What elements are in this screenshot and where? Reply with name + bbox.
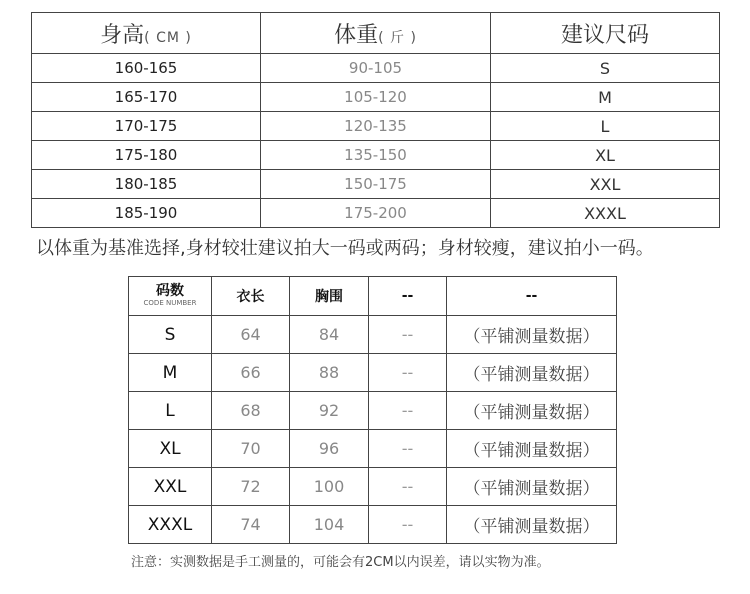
col5-cell: （平铺测量数据）: [447, 430, 617, 468]
table-row: [32, 112, 720, 141]
length-cell: 66: [212, 354, 290, 392]
size-cell: XL: [129, 430, 212, 468]
height-weight-size-table: [31, 12, 720, 228]
weight-cell: 90-105: [261, 54, 491, 83]
weight-unit: ( 斤 ): [378, 29, 417, 46]
col5-cell: （平铺测量数据）: [447, 316, 617, 354]
table-header-row: [129, 277, 617, 316]
chest-cell: 88: [290, 354, 369, 392]
table-row: [32, 54, 720, 83]
chest-cell: 84: [290, 316, 369, 354]
col4-cell: --: [369, 506, 447, 544]
chest-cell: 96: [290, 430, 369, 468]
chest-cell: 104: [290, 506, 369, 544]
table-row: [129, 506, 617, 544]
weight-cell: 150-175: [261, 170, 491, 199]
code-header: [129, 277, 212, 316]
col5-header: --: [447, 277, 617, 316]
code-header-sublabel: CODE NUMBER: [143, 299, 197, 307]
size-cell: M: [129, 354, 212, 392]
col4-cell: --: [369, 430, 447, 468]
table-row: [129, 316, 617, 354]
col5-cell: （平铺测量数据）: [447, 506, 617, 544]
col5-cell: （平铺测量数据）: [447, 392, 617, 430]
height-cell: 180-185: [32, 170, 261, 199]
col4-header: --: [369, 277, 447, 316]
table-row: [32, 83, 720, 112]
size-cell: S: [491, 54, 720, 83]
table-row: [32, 199, 720, 228]
table-row: [129, 430, 617, 468]
col4-cell: --: [369, 392, 447, 430]
chest-header: 胸围: [290, 277, 369, 316]
height-cell: 185-190: [32, 199, 261, 228]
col5-cell: （平铺测量数据）: [447, 468, 617, 506]
weight-cell: 120-135: [261, 112, 491, 141]
size-header: 建议尺码: [491, 13, 720, 54]
chest-cell: 92: [290, 392, 369, 430]
height-cell: 175-180: [32, 141, 261, 170]
table-row: [129, 392, 617, 430]
table-row: [32, 141, 720, 170]
size-cell: M: [491, 83, 720, 112]
length-cell: 74: [212, 506, 290, 544]
height-cell: 170-175: [32, 112, 261, 141]
length-cell: 68: [212, 392, 290, 430]
size-cell: XXL: [129, 468, 212, 506]
weight-cell: 135-150: [261, 141, 491, 170]
table-row: [32, 170, 720, 199]
height-cell: 165-170: [32, 83, 261, 112]
col4-cell: --: [369, 468, 447, 506]
col5-cell: （平铺测量数据）: [447, 354, 617, 392]
size-cell: XXXL: [129, 506, 212, 544]
length-header: 衣长: [212, 277, 290, 316]
chest-cell: 100: [290, 468, 369, 506]
weight-cell: 105-120: [261, 83, 491, 112]
height-unit: ( CM ): [144, 29, 192, 46]
size-cell: L: [491, 112, 720, 141]
measurement-note: 注意：实测数据是手工测量的，可能会有2CM以内误差，请以实物为准。: [131, 555, 550, 570]
size-cell: XXL: [491, 170, 720, 199]
weight-header: 体重( 斤 ): [261, 13, 491, 54]
length-cell: 64: [212, 316, 290, 354]
weight-cell: 175-200: [261, 199, 491, 228]
table-row: [129, 468, 617, 506]
table-row: [129, 354, 617, 392]
height-cell: 160-165: [32, 54, 261, 83]
col4-cell: --: [369, 354, 447, 392]
size-measurement-table: [128, 276, 617, 544]
size-cell: L: [129, 392, 212, 430]
length-cell: 72: [212, 468, 290, 506]
code-header-label: 码数: [156, 283, 184, 299]
col4-cell: --: [369, 316, 447, 354]
size-cell: XXXL: [491, 199, 720, 228]
size-cell: XL: [491, 141, 720, 170]
height-header: 身高( CM ): [32, 13, 261, 54]
size-cell: S: [129, 316, 212, 354]
length-cell: 70: [212, 430, 290, 468]
table-header-row: [32, 13, 720, 54]
weight-selection-note: 以体重为基准选择,身材较壮建议拍大一码或两码；身材较瘦，建议拍小一码。: [36, 238, 654, 259]
